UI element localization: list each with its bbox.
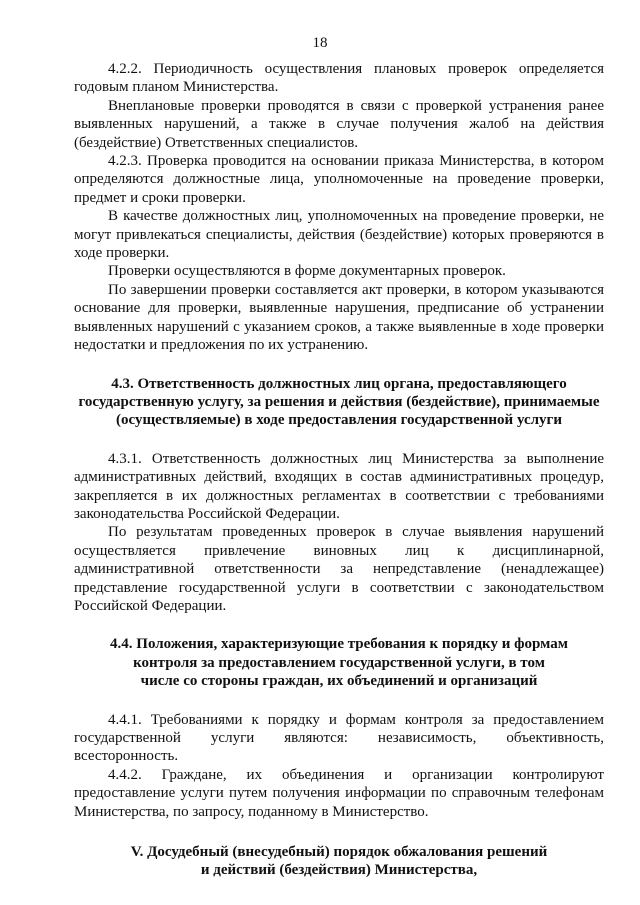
heading-line: контроля за предоставлением государственной услуги, в том — [133, 654, 545, 671]
section-heading-v — [74, 843, 604, 880]
paragraph: Внеплановые проверки проводятся в связи с проверкой устранения ранее выявленных нарушений, а также в случае получения жалоб на действия (бездействие) Ответственных специалистов. — [74, 97, 604, 151]
paragraph: 4.3.1. Ответственность должностных лиц Министерства за выполнение административных действий, входящих в состав административных процедур, закрепляется в их должностных регламентах в соответствии с требованиями законодательства Российской Федерации. — [74, 450, 604, 522]
heading-line: числе со стороны граждан, их объединений и организаций — [140, 673, 538, 690]
section-4-3 — [74, 450, 604, 616]
paragraph: 4.2.2. Периодичность осуществления плановых проверок определяется годовым планом Министерства. — [74, 61, 604, 96]
paragraph: В качестве должностных лиц, уполномоченных на проведение проверки, не могут привлекаться специалисты, действия (бездействие) которых проверяются в ходе проверки. — [74, 208, 604, 262]
paragraph: Проверки осуществляются в форме документарных проверок. — [108, 263, 506, 280]
section-4-2 — [74, 60, 604, 355]
page-number: 18 — [312, 35, 328, 51]
section-heading-4-3 — [74, 375, 604, 430]
heading-line: 4.4. Положения, характеризующие требования к порядку и формам — [110, 636, 568, 653]
paragraph: 4.2.3. Проверка проводится на основании приказа Министерства, в котором определяются должностные лица, уполномоченные на проведение проверки, предмет и сроки проверки. — [74, 153, 604, 206]
section-heading-4-4 — [74, 635, 604, 690]
heading-line: 4.3. Ответственность должностных лиц органа, предоставляющего — [111, 375, 567, 392]
paragraph: По результатам проведенных проверок в случае выявления нарушений осуществляется привлечение виновных лиц к дисциплинарной, административной ответственности за непредставление (ненадлежащее) представление государственной услуги в соответствии с законодательством Российской Федерации. — [74, 524, 604, 614]
heading-line: V. Досудебный (внесудебный) порядок обжалования решений — [130, 844, 548, 861]
paragraph: По завершении проверки составляется акт проверки, в котором указываются основание для проверки, выявленные нарушения, предписание об устранении выявленных нарушений с указанием сроков, а также выявленные в ходе проверки недостатки и предложения по их устранению. — [74, 281, 604, 354]
heading-line: и действий (бездействия) Министерства, — [200, 862, 478, 879]
heading-line: государственную услугу, за решения и действия (бездействие), принимаемые — [78, 393, 600, 410]
paragraph: 4.4.1. Требованиями к порядку и формам контроля за предоставлением государственной услуги являются: независимость, объективность, всесторонность. — [74, 711, 604, 765]
heading-line: (осуществляемые) в ходе предоставления государственной услуги — [115, 412, 563, 429]
document-body — [74, 60, 604, 880]
paragraph: 4.4.2. Граждане, их объединения и организации контролируют предоставление услуги путем получения информации по справочным телефонам Министерства, по запросу, поданному в Министерство. — [74, 766, 604, 820]
section-4-4 — [74, 711, 604, 821]
